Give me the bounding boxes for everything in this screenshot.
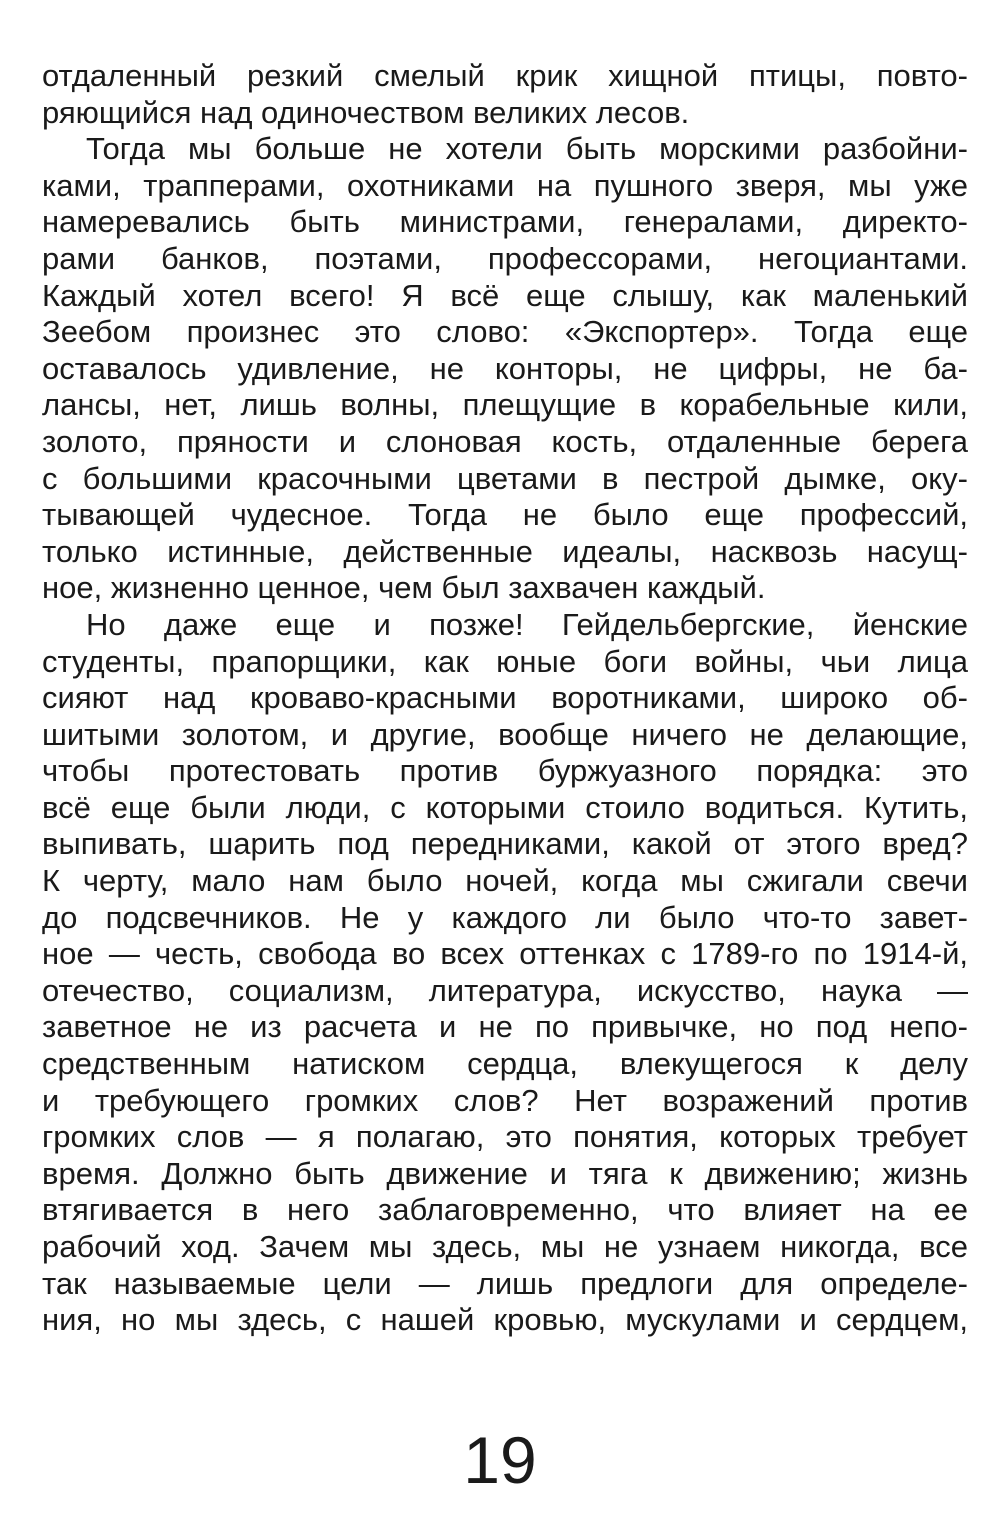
text-line: К черту, мало нам было ночей, когда мы сжигали свечи	[42, 863, 968, 899]
text-line: ния, но мы здесь, с нашей кровью, мускулами и сердцем,	[42, 1302, 968, 1338]
text-line: студенты, прапорщики, как юные боги войны, чьи лица	[42, 643, 968, 679]
text-line: заветное не из расчета и не по привычке, но под непо-	[42, 1009, 968, 1045]
text-line: оставалось удивление, не конторы, не цифры, не ба-	[42, 350, 968, 386]
text-line: громких слов — я полагаю, это понятия, которых требует	[42, 1119, 968, 1155]
text-line: с большими красочными цветами в пестрой дымке, оку-	[42, 460, 968, 496]
text-line: втягивается в него заблаговременно, что влияет на ее	[42, 1192, 968, 1228]
text-line: ное — честь, свобода во всех оттенках с 1789-го по 1914-й,	[42, 936, 968, 972]
text-line: до подсвечников. Не у каждого ли было что-то завет-	[42, 899, 968, 935]
text-line: лансы, нет, лишь волны, плещущие в корабельные кили,	[42, 387, 968, 423]
text-line: намеревались быть министрами, генералами, директо-	[42, 204, 968, 240]
text-line: ками, трапперами, охотниками на пушного зверя, мы уже	[42, 167, 968, 203]
text-line: выпивать, шарить под передниками, какой от этого вред?	[42, 826, 968, 862]
text-line: время. Должно быть движение и тяга к движению; жизнь	[42, 1155, 968, 1191]
text-line: только истинные, действенные идеалы, насквозь насущ-	[42, 533, 968, 569]
text-line: ное, жизненно ценное, чем был захвачен каждый.	[42, 570, 766, 606]
text-line: золото, пряности и слоновая кость, отдаленные берега	[42, 423, 968, 459]
text-line: Тогда мы больше не хотели быть морскими разбойни-	[86, 131, 968, 167]
text-line: отечество, социализм, литература, искусство, наука —	[42, 972, 968, 1008]
page-number: 19	[463, 1423, 537, 1497]
text-line: ряющийся над одиночеством великих лесов.	[42, 94, 690, 130]
text-line: так называемые цели — лишь предлоги для определе-	[42, 1265, 968, 1301]
text-line: всё еще были люди, с которыми стоило водиться. Кутить,	[42, 789, 968, 825]
text-line: отдаленный резкий смелый крик хищной птицы, повто-	[42, 58, 968, 93]
text-line: Но даже еще и позже! Гейдельбергские, йенские	[86, 606, 968, 642]
text-line: сияют над кроваво-красными воротниками, широко об-	[42, 680, 968, 716]
text-line: рами банков, поэтами, профессорами, негоциантами.	[42, 240, 968, 276]
text-line: Каждый хотел всего! Я всё еще слышу, как маленький	[42, 277, 968, 313]
page-body	[42, 58, 968, 1339]
text-line: средственным натиском сердца, влекущегося к делу	[42, 1046, 968, 1082]
text-line: Зеебом произнес это слово: «Экспортер». Тогда еще	[42, 314, 968, 350]
text-line: тывающей чудесное. Тогда не было еще профессий,	[42, 497, 968, 533]
text-line: и требующего громких слов? Нет возражений против	[42, 1082, 968, 1118]
text-line: рабочий ход. Зачем мы здесь, мы не узнаем никогда, все	[42, 1229, 968, 1264]
text-line: чтобы протестовать против буржуазного порядка: это	[42, 753, 968, 789]
text-line: шитыми золотом, и другие, вообще ничего не делающие,	[42, 716, 968, 752]
